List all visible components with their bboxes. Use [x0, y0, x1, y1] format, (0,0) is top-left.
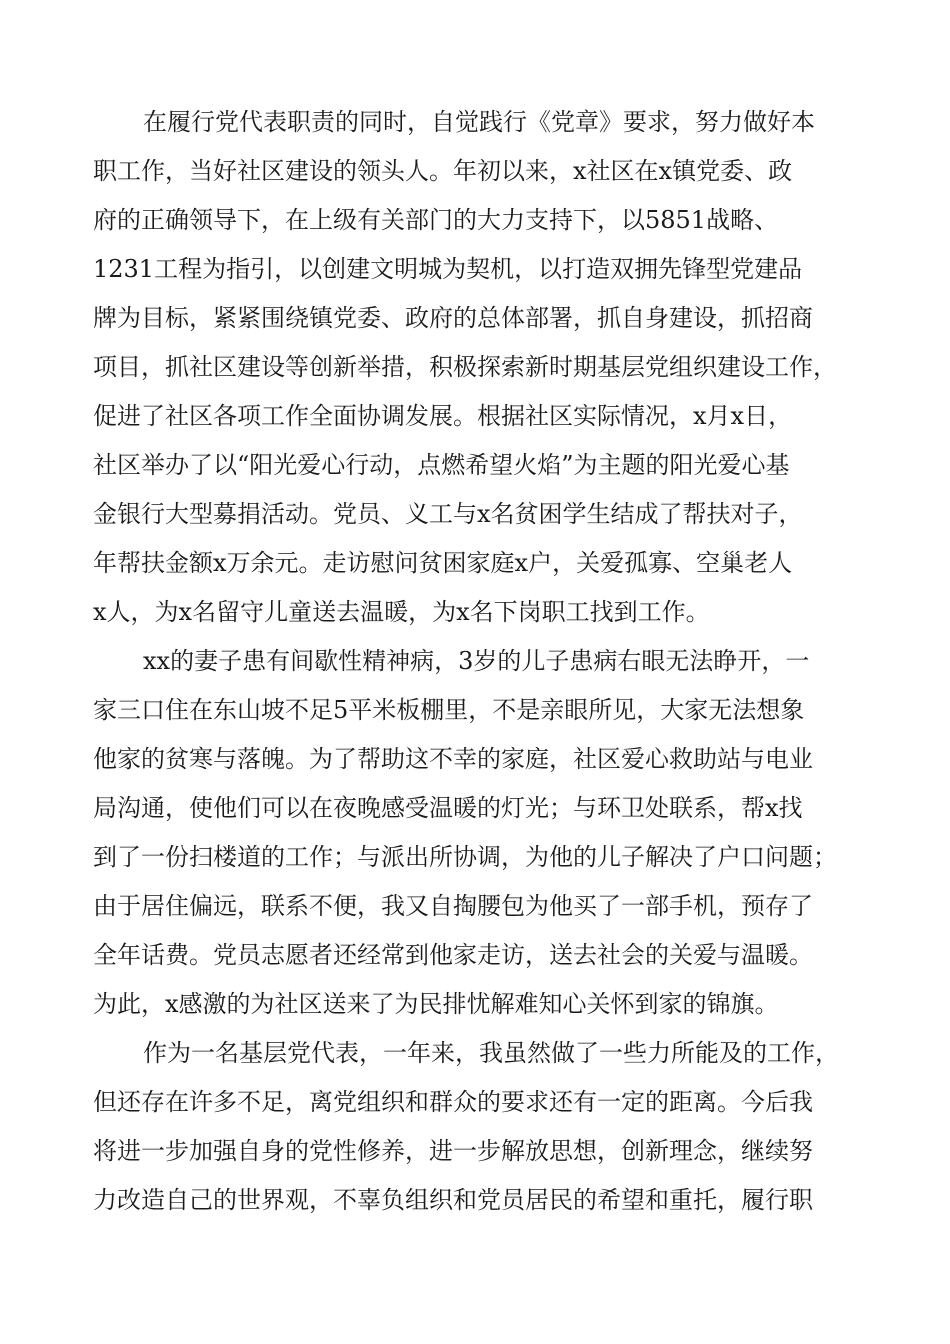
text-line: 但还存在许多不足，离党组织和群众的要求还有一定的距离。今后我	[93, 1088, 813, 1116]
text-line: 到了一份扫楼道的工作；与派出所协调，为他的儿子解决了户口问题；	[93, 843, 837, 871]
text-line: 职工作，当好社区建设的领头人。年初以来，x社区在x镇党委、政	[93, 157, 793, 185]
text-line: 促进了社区各项工作全面协调发展。根据社区实际情况，x月x日，	[93, 402, 793, 430]
text-line: 社区举办了以“阳光爱心行动，点燃希望火焰”为主题的阳光爱心基	[93, 451, 790, 479]
text-line: 府的正确领导下，在上级有关部门的大力支持下，以5851战略、	[93, 206, 779, 234]
text-line: 由于居住偏远，联系不便，我又自掏腰包为他买了一部手机，预存了	[93, 892, 813, 920]
text-line: 在履行党代表职责的同时，自觉践行《党章》要求，努力做好本	[143, 108, 815, 136]
text-line: xx的妻子患有间歇性精神病，3岁的儿子患病右眼无法睁开，一	[143, 647, 810, 675]
text-line: 作为一名基层党代表，一年来，我虽然做了一些力所能及的工作，	[143, 1039, 839, 1067]
text-line: 金银行大型募捐活动。党员、义工与x名贫困学生结成了帮扶对子，	[93, 500, 803, 528]
text-line: 年帮扶金额x万余元。走访慰问贫困家庭x户，关爱孤寡、空巢老人	[93, 549, 793, 577]
text-line: 1231工程为指引，以创建文明城为契机，以打造双拥先锋型党建品	[93, 255, 803, 283]
text-line: x人，为x名留守儿童送去温暖，为x名下岗职工找到工作。	[93, 598, 710, 626]
text-line: 局沟通，使他们可以在夜晚感受温暖的灯光；与环卫处联系，帮x找	[93, 794, 803, 822]
text-line: 家三口住在东山坡不足5平米板棚里，不是亲眼所见，大家无法想象	[93, 696, 805, 724]
text-line: 项目，抓社区建设等创新举措，积极探索新时期基层党组织建设工作，	[93, 353, 837, 381]
text-line: 力改造自己的世界观，不辜负组织和党员居民的希望和重托，履行职	[93, 1186, 813, 1214]
text-line: 为此，x感激的为社区送来了为民排忧解难知心关怀到家的锦旗。	[93, 990, 779, 1018]
text-line: 将进一步加强自身的党性修养，进一步解放思想，创新理念，继续努	[93, 1137, 813, 1165]
text-line: 他家的贫寒与落魄。为了帮助这不幸的家庭，社区爱心救助站与电业	[93, 745, 813, 773]
text-line: 牌为目标，紧紧围绕镇党委、政府的总体部署，抓自身建设，抓招商	[93, 304, 813, 332]
text-line: 全年话费。党员志愿者还经常到他家走访，送去社会的关爱与温暖。	[93, 941, 813, 969]
